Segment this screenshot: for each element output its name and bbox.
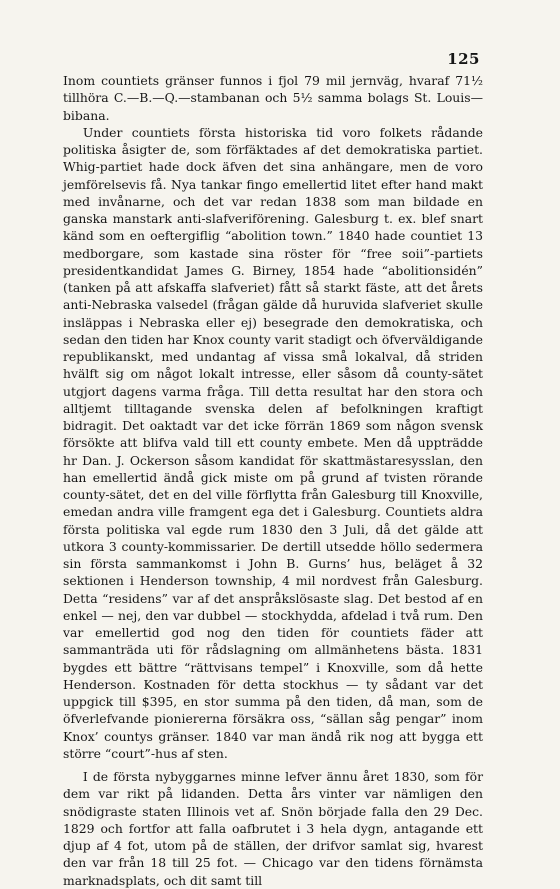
page-number: 125	[447, 50, 480, 68]
body-text	[63, 72, 483, 889]
paragraph-railways: Inom countiets gränser funnos i fjol 79 mil jernväg, hvaraf 71½ tillhöra C.—B.—Q.—stambanan och 5½ samma bolags St. Louis—bibana.	[63, 73, 483, 123]
paragraph-winter-1830: I de första nybyggarnes minne lefver ännu året 1830, som för dem var rikt på lidanden. Detta års vinter var nämligen den snödigraste staten Illinois vet af. Snön började falla den 29 Dec. 1829 och fortfor att falla oafbrutet i 3 hela dygn, antagande ett djup af 4 fot, utom på de ställen, der drifvor samlat sig, hvarest den var från 18 till 25 fot. — Chicago var den tidens förnämsta marknadsplats, och dit samt till	[63, 769, 483, 888]
paragraph-politics-history: Under countiets första historiska tid voro folkets rådande politiska åsigter de, som förfäktades af det demokratiska partiet. Whig-partiet hade dock äfven det sina anhängare, men de voro jemförelsevis få. Nya tankar fingo emellertid litet efter hand makt med invånarne, och det var redan 1838 som man bildade en ganska manstark anti-slafveriförening. Galesburg t. ex. blef snart känd som en oeftergiflig “abolition town.” 1840 hade countiet 13 medborgare, som kastade sina röster för “free soii”-partiets presidentkandidat James G. Birney, 1854 hade “abolitionsidén” (tanken på att afskaffa slafveriet) fått så starkt fäste, att det årets anti-Nebraska valsedel (frågan gälde då huruvida slafveriet skulle insläppas i Nebraska eller ej) besegrade den demokratiska, och sedan den tiden har Knox county varit stadigt och öfverväldigande republikanskt, med undantag af vissa små lokalval, då striden hvälft sig om något lokalt intresse, eller såsom då county-sätet utgjort dagens varma fråga. Till detta resultat har den stora och alltjemt tilltagande svenska delen af befolkningen kraftigt bidragit. Det oaktadt var det icke förrän 1869 som någon svensk försökte att blifva vald till ett county embete. Men då uppträdde hr Dan. J. Ockerson såsom kandidat för skattmästaresysslan, den han emellertid ändå gick miste om på grund af tvisten rörande county-sätet, det en del ville förflytta från Galesburg till Knoxville, emedan andra ville framgent ega det i Galesburg. Countiets aldra första politiska val egde rum 1830 den 3 Juli, då det gälde att utkora 3 county-kommissarier. De dertill utsedde höllo sedermera sin första sammankomst i John B. Gurns’ hus, beläget å 32 sektionen i Henderson township, 4 mil nordvest från Galesburg. Detta “residens” var af det anspråkslösaste slag. Det bestod af en enkel — nej, den var dubbel — stockhydda, afdelad i två rum. Den var emellertid god nog den tiden för countiets fäder att sammanträda uti för rådslagning om allmänhetens bästa. 1831 bygdes ett bättre “rättvisans tempel” i Knoxville, som då hette Henderson. Kostnaden för detta stockhus — ty sådant var det uppgick till $395, en stor summa på den tiden, då man, som de öfverlefvande pioniererna försäkra oss, “sällan såg pengar” inom Knox’ countys gränser. 1840 var man ändå rik nog att bygga ett större “court”-hus af sten.	[63, 124, 483, 761]
